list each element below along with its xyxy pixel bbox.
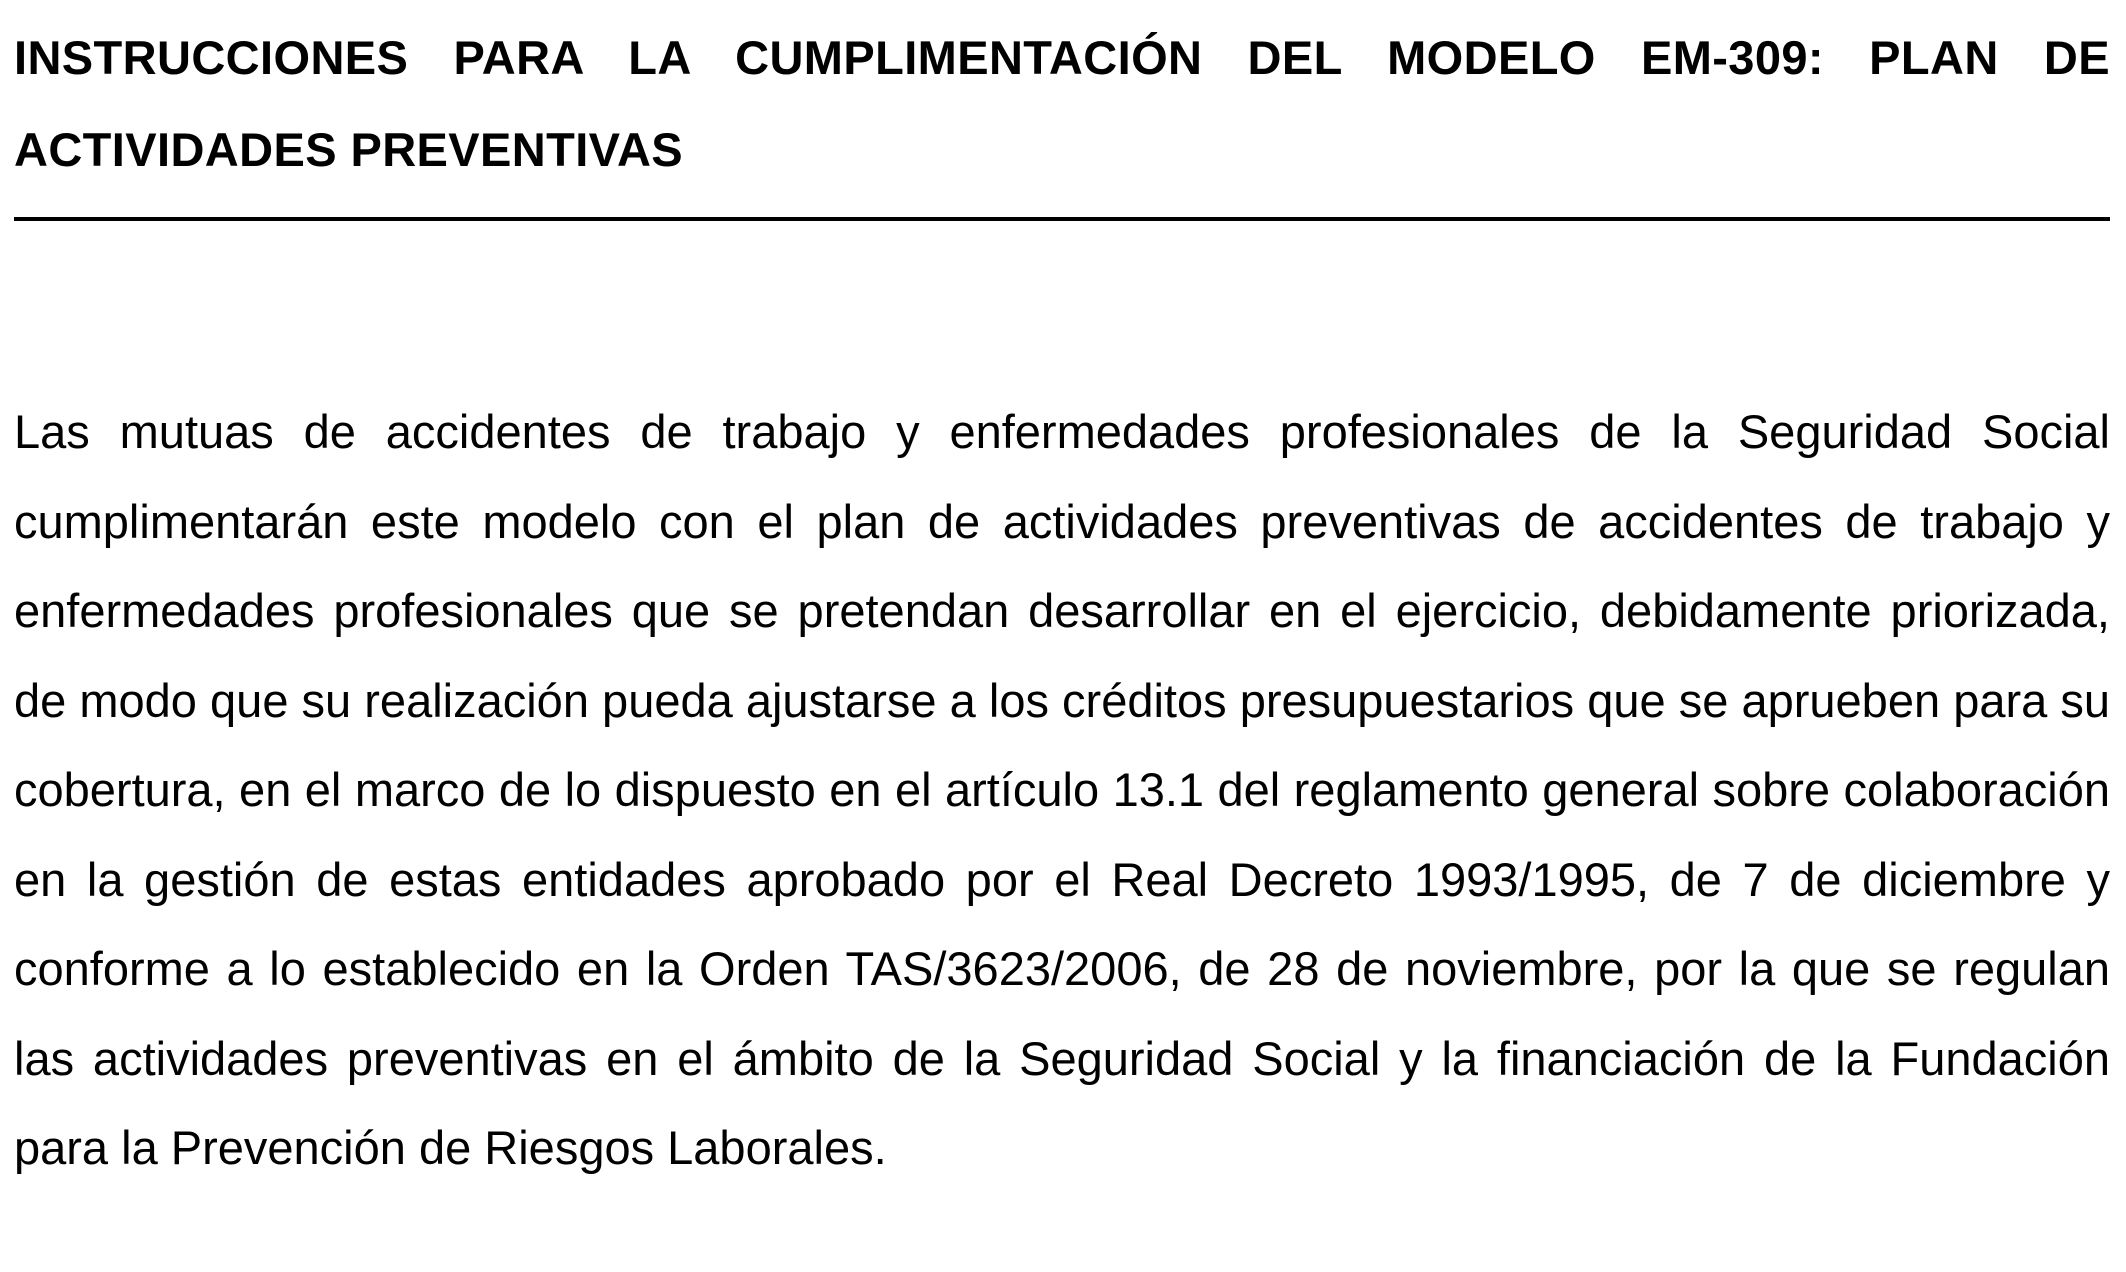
document-page [14,0,2110,1174]
document-title: INSTRUCCIONES PARA LA CUMPLIMENTACIÓN DEL MODELO EM-309: PLAN DE ACTIVIDADES PREVENTIVAS [14,31,2110,176]
instructions-paragraph: Las mutuas de accidentes de trabajo y enfermedades profesionales de la Seguridad Social cumplimentarán este modelo con el plan de actividades preventivas de accidentes de trabajo y enfermedades profesionales que se pretendan desarrollar en el ejercicio, debidamente priorizada, de modo que su realización pueda ajustarse a los créditos presupuestarios que se aprueben para su cobertura, en el marco de lo dispuesto en el artículo 13.1 del reglamento general sobre colaboración en la gestión de estas entidades aprobado por el Real Decreto 1993/1995, de 7 de diciembre y conforme a lo establecido en la Orden TAS/3623/2006, de 28 de noviembre, por la que se regulan las actividades preventivas en el ámbito de la Seguridad Social y la financiación de la Fundación para la Prevención de Riesgos Laborales. [14,405,2110,1174]
title-divider [14,217,2110,221]
